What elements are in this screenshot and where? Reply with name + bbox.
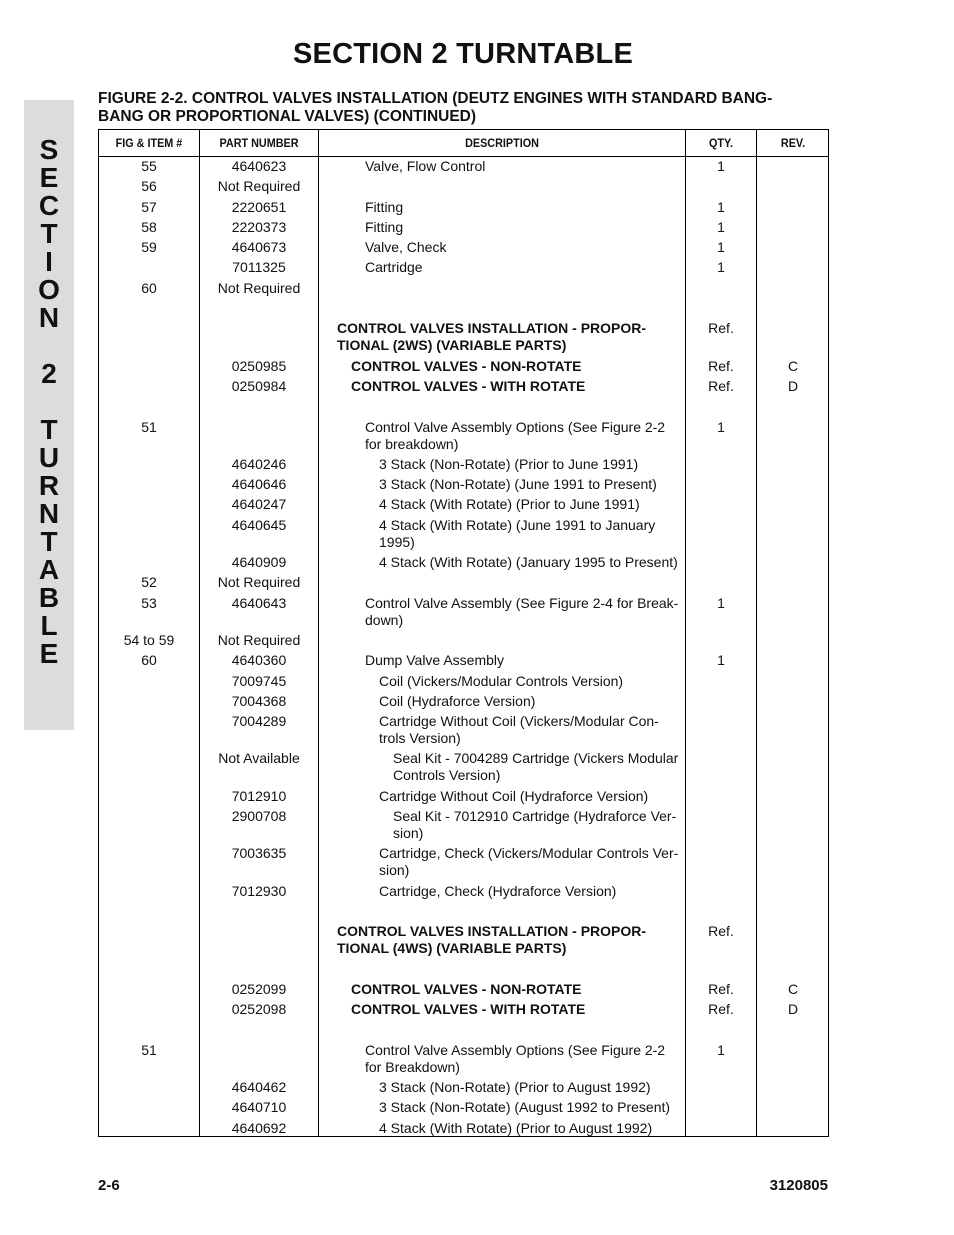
description-cell: 3 Stack (Non-Rotate) (Prior to August 1992): [379, 1078, 651, 1095]
table-row: [99, 1079, 830, 1099]
description-cell: Cartridge: [365, 259, 423, 276]
description-cell: Control Valve Assembly Options (See Figure 2-2 for Breakdown): [365, 1041, 666, 1075]
part-number-cell: 4640909: [231, 554, 287, 571]
fig-item-cell: 57: [141, 198, 157, 215]
qty-cell: 1: [717, 239, 725, 256]
qty-cell: 1: [717, 259, 725, 276]
table-row: [99, 239, 830, 259]
side-tab-letter: C: [38, 190, 60, 221]
page-title: SECTION 2 TURNTABLE: [293, 38, 633, 70]
qty-cell: Ref.: [708, 377, 734, 394]
table-row: [99, 1021, 830, 1041]
description-cell: 4 Stack (With Rotate) (January 1995 to Present): [379, 554, 678, 571]
rev-cell: C: [787, 980, 799, 997]
fig-item-cell: 54 to 59: [123, 631, 175, 648]
section-side-tab: [24, 100, 74, 730]
side-tab-letter: [24, 332, 74, 360]
part-number-cell: Not Required: [217, 279, 301, 296]
description-cell: CONTROL VALVES - NON-ROTATE: [351, 357, 582, 374]
part-number-cell: 0250985: [231, 357, 287, 374]
part-number-cell: 4640246: [231, 455, 287, 472]
description-cell: CONTROL VALVES - WITH ROTATE: [351, 377, 586, 394]
part-number-cell: 0252098: [231, 1001, 287, 1018]
side-tab-letter: T: [40, 526, 58, 557]
table-row: [99, 713, 830, 750]
description-cell: Dump Valve Assembly: [365, 652, 505, 669]
side-tab-letter: O: [38, 274, 60, 305]
header-qty: QTY.: [708, 136, 733, 150]
table-row: [99, 693, 830, 713]
table-row: [99, 673, 830, 693]
description-cell: Seal Kit - 7012910 Cartridge (Hydraforce Ver- sion): [393, 808, 677, 842]
qty-cell: Ref.: [708, 357, 734, 374]
figure-title-line1: FIGURE 2-2. CONTROL VALVES INSTALLATION (DEUTZ ENGINES WITH STANDARD BANG-: [98, 90, 773, 107]
part-number-cell: 2220651: [231, 198, 287, 215]
description-cell: Control Valve Assembly (See Figure 2-4 for Break- down): [365, 594, 679, 628]
rev-cell: D: [787, 1001, 799, 1018]
description-cell: Coil (Vickers/Modular Controls Version): [379, 672, 624, 689]
description-cell: 3 Stack (Non-Rotate) (August 1992 to Present): [379, 1099, 671, 1116]
qty-cell: Ref.: [708, 1001, 734, 1018]
description-cell: 3 Stack (Non-Rotate) (Prior to June 1991): [379, 455, 639, 472]
table-row: [99, 808, 830, 845]
qty-cell: Ref.: [708, 980, 734, 997]
table-row: [99, 476, 830, 496]
table-row: [99, 574, 830, 594]
description-cell: CONTROL VALVES INSTALLATION - PROPOR- TIONAL (4WS) (VARIABLE PARTS): [337, 923, 647, 957]
part-number-cell: Not Required: [217, 631, 301, 648]
qty-cell: Ref.: [708, 923, 734, 940]
table-row: [99, 517, 830, 554]
part-number-cell: Not Required: [217, 178, 301, 195]
qty-cell: 1: [717, 198, 725, 215]
fig-item-cell: 53: [141, 594, 157, 611]
part-number-cell: 4640645: [231, 516, 287, 533]
side-tab-letter: L: [40, 610, 58, 641]
page-number: 2-6: [98, 1177, 120, 1194]
header-part-number: PART NUMBER: [219, 136, 299, 150]
part-number-cell: 7012930: [231, 882, 287, 899]
fig-item-cell: 55: [141, 158, 157, 174]
header-fig-item: FIG & ITEM #: [115, 136, 183, 150]
figure-title-line2: BANG OR PROPORTIONAL VALVES) (CONTINUED): [98, 108, 477, 125]
table-row: [99, 1001, 830, 1021]
description-cell: Cartridge, Check (Vickers/Modular Controls Ver- sion): [379, 845, 679, 879]
qty-cell: 1: [717, 158, 725, 174]
part-number-cell: 7004289: [231, 713, 287, 730]
table-row: [99, 845, 830, 882]
description-cell: CONTROL VALVES INSTALLATION - PROPOR- TIONAL (2WS) (VARIABLE PARTS): [337, 320, 647, 354]
part-number-cell: 4640462: [231, 1078, 287, 1095]
description-cell: Fitting: [365, 198, 404, 215]
header-rev: REV.: [780, 136, 806, 150]
table-row: [99, 320, 830, 357]
table-row: [99, 554, 830, 574]
qty-cell: 1: [717, 652, 725, 669]
qty-cell: 1: [717, 218, 725, 235]
table-row: [99, 1099, 830, 1119]
header-description: DESCRIPTION: [465, 136, 539, 150]
fig-item-cell: 52: [141, 574, 157, 591]
table-body: [99, 158, 830, 1140]
table-row: [99, 358, 830, 378]
description-cell: Coil (Hydraforce Version): [379, 692, 536, 709]
side-tab-letters: [24, 136, 74, 668]
table-row: [99, 1042, 830, 1079]
table-row: [99, 398, 830, 418]
table-row: [99, 750, 830, 787]
table-row: [99, 219, 830, 239]
table-row: [99, 632, 830, 652]
part-number-cell: 4640692: [231, 1119, 287, 1136]
description-cell: 4 Stack (With Rotate) (Prior to August 1992): [379, 1119, 653, 1136]
table-row: [99, 923, 830, 960]
table-row: [99, 199, 830, 219]
part-number-cell: 4640646: [231, 476, 287, 493]
fig-item-cell: 59: [141, 239, 157, 256]
side-tab-letter: T: [40, 414, 58, 445]
qty-cell: 1: [717, 594, 725, 611]
description-cell: Valve, Check: [365, 239, 447, 256]
side-tab-letter: A: [38, 554, 60, 585]
table-row: [99, 378, 830, 398]
table-row: [99, 903, 830, 923]
fig-item-cell: 51: [141, 1041, 157, 1058]
table-row: [99, 300, 830, 320]
document-number: 3120805: [769, 1177, 828, 1194]
description-cell: Cartridge Without Coil (Vickers/Modular Con- trols Version): [379, 713, 659, 747]
part-number-cell: 7009745: [231, 672, 287, 689]
side-tab-letter: N: [38, 302, 60, 333]
fig-item-cell: 60: [141, 279, 157, 296]
part-number-cell: 4640673: [231, 239, 287, 256]
side-tab-letter: E: [39, 638, 59, 669]
table-row: [99, 280, 830, 300]
table-row: [99, 1120, 830, 1140]
side-tab-letter: I: [45, 246, 53, 277]
description-cell: Valve, Flow Control: [365, 158, 486, 174]
table-row: [99, 981, 830, 1001]
part-number-cell: 4640247: [231, 496, 287, 513]
part-number-cell: Not Required: [217, 574, 301, 591]
part-number-cell: 7011325: [232, 259, 286, 276]
table-row: [99, 788, 830, 808]
parts-table: [98, 129, 829, 1137]
table-row: [99, 961, 830, 981]
part-number-cell: 2900708: [231, 808, 287, 825]
table-row: [99, 883, 830, 903]
fig-item-cell: 60: [141, 652, 157, 669]
fig-item-cell: 51: [141, 418, 157, 435]
table-row: [99, 456, 830, 476]
side-tab-letter: E: [39, 162, 59, 193]
table-row: [99, 178, 830, 198]
part-number-cell: 0250984: [231, 377, 287, 394]
table-row: [99, 652, 830, 672]
part-number-cell: 7004368: [231, 692, 287, 709]
qty-cell: 1: [717, 1041, 725, 1058]
description-cell: Cartridge Without Coil (Hydraforce Version): [379, 787, 649, 804]
part-number-cell: 2220373: [231, 218, 287, 235]
rev-cell: C: [787, 357, 799, 374]
side-tab-letter: 2: [41, 358, 57, 389]
part-number-cell: 4640710: [231, 1099, 287, 1116]
part-number-cell: 7012910: [231, 787, 287, 804]
side-tab-letter: S: [39, 134, 59, 165]
table-row: [99, 419, 830, 456]
description-cell: Fitting: [365, 218, 404, 235]
fig-item-cell: 56: [141, 178, 157, 195]
side-tab-letter: N: [38, 498, 60, 529]
part-number-cell: 4640623: [231, 158, 287, 174]
fig-item-cell: 58: [141, 218, 157, 235]
table-row: [99, 158, 830, 178]
table-row: [99, 259, 830, 279]
qty-cell: 1: [717, 418, 725, 435]
figure-title: [98, 90, 818, 126]
table-row: [99, 496, 830, 516]
rev-cell: D: [787, 377, 799, 394]
description-cell: Seal Kit - 7004289 Cartridge (Vickers Modular Controls Version): [393, 750, 679, 784]
description-cell: 3 Stack (Non-Rotate) (June 1991 to Present): [379, 476, 657, 493]
description-cell: CONTROL VALVES - WITH ROTATE: [351, 1001, 586, 1018]
side-tab-letter: T: [40, 218, 58, 249]
qty-cell: Ref.: [708, 320, 734, 337]
description-cell: CONTROL VALVES - NON-ROTATE: [351, 980, 582, 997]
side-tab-letter: R: [38, 470, 60, 501]
part-number-cell: Not Available: [218, 750, 300, 767]
description-cell: 4 Stack (With Rotate) (June 1991 to January 1995): [379, 516, 656, 550]
part-number-cell: 4640643: [231, 594, 287, 611]
table-row: [99, 595, 830, 632]
side-tab-letter: U: [38, 442, 60, 473]
part-number-cell: 0252099: [231, 980, 287, 997]
side-tab-letter: [24, 388, 74, 416]
description-cell: Control Valve Assembly Options (See Figure 2-2 for breakdown): [365, 418, 666, 452]
description-cell: Cartridge, Check (Hydraforce Version): [379, 882, 617, 899]
side-tab-letter: B: [38, 582, 60, 613]
description-cell: 4 Stack (With Rotate) (Prior to June 1991): [379, 496, 640, 513]
part-number-cell: 7003635: [231, 845, 287, 862]
part-number-cell: 4640360: [231, 652, 287, 669]
